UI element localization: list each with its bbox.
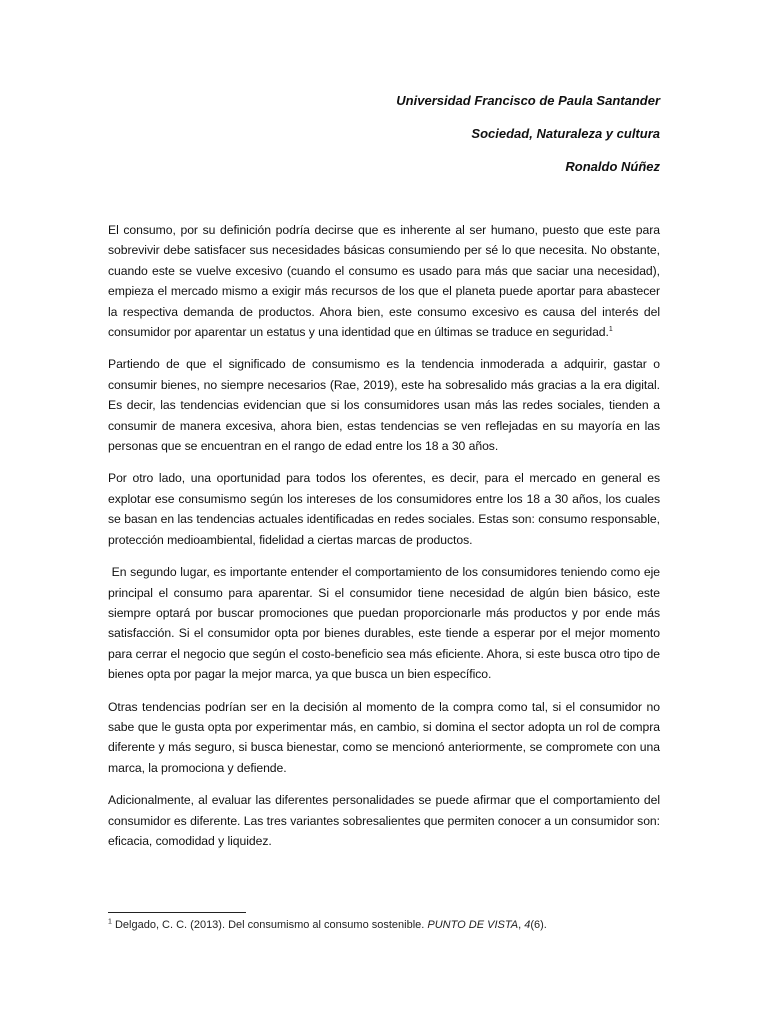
document-body — [108, 220, 660, 863]
document-header — [396, 91, 660, 190]
footnote-volume: 4 — [524, 919, 531, 931]
footnote-reference: 1 — [608, 325, 613, 333]
university-name: Universidad Francisco de Paula Santander — [396, 93, 660, 108]
paragraph-2: Partiendo de que el significado de consumismo es la tendencia inmoderada a adquirir, gastar o consumir bienes, no siempre necesarios (Rae, 2019), este ha sobresalido más gracias a la era digital. Es decir, las tendencias evidencian que si los consumidores usan más las redes sociales, tienden a consumir de manera excesiva, ahora bien, estas tendencias se ven reflejadas en su mayoría en las personas que se encuentran en el rango de edad entre los 18 a 30 años. — [108, 357, 660, 454]
footnote: $^1$ Delgado, C. C. (2013). Del consumismo al consumo sostenible. PUNTO DE VISTA, 4(6). — [108, 918, 547, 931]
course-name: Sociedad, Naturaleza y cultura — [471, 126, 660, 141]
footnote-divider — [108, 912, 246, 913]
footnote-marker: 1 — [108, 918, 112, 926]
paragraph-1 — [108, 220, 660, 342]
paragraph-1-text: El consumo, por su definición podría decirse que es inherente al ser humano, puesto que este para sobrevivir debe satisfacer sus necesidades básicas consumiendo per sé lo que necesita. No obstante, cuando este se vuelve excesivo (cuando el consumo es usado para más que saciar una necesidad), empieza el mercado mismo a exigir más recursos de los que el planeta puede aportar para abastecer la respectiva demanda de productos. Ahora bien, este consumo excesivo es causa del interés del consumidor por aparentar un estatus y una identidad que en últimas se traduce en seguridad. — [108, 223, 660, 340]
footnote-issue: (6). — [530, 919, 547, 931]
paragraph-5: Otras tendencias podrían ser en la decisión al momento de la compra como tal, si el consumidor no sabe que le gusta opta por experimentar más, en cambio, si domina el sector adopta un rol de compra diferente y más seguro, si busca bienestar, como se mencionó anteriormente, se compromete con una marca, la promociona y defiende. — [108, 699, 660, 775]
paragraph-4 — [108, 562, 660, 684]
paragraph-3: Por otro lado, una oportunidad para todos los oferentes, es decir, para el mercado en general es explotar ese consumismo según los intereses de los consumidores entre los 18 a 30 años, los cuales se basan en las tendencias actuales identificadas en redes sociales. Estas son: consumo responsable, protección medioambiental, fidelidad a ciertas marcas de productos. — [108, 471, 660, 547]
author-name: Ronaldo Núñez — [565, 159, 660, 174]
paragraph-4-text: En segundo lugar, es importante entender el comportamiento de los consumidores teniendo como eje principal el consumo para aparentar. Si el consumidor tiene necesidad de algún bien básico, este siempre optará por buscar promociones que puedan proporcionarle más productos y por ende más satisfacción. Si el consumidor opta por bienes durables, este tiende a esperar por el mejor momento para cerrar el negocio que según el costo-beneficio sea más eficiente. Ahora, si este busca otro tipo de bienes opta por pagar la mejor marca, ya que busca un bien específico. — [108, 565, 660, 682]
footnote-citation: Delgado, C. C. (2013). Del consumismo al consumo sostenible. — [114, 919, 425, 931]
footnote-journal: PUNTO DE VISTA — [427, 919, 519, 931]
paragraph-6: Adicionalmente, al evaluar las diferentes personalidades se puede afirmar que el comportamiento del consumidor es diferente. Las tres variantes sobresalientes que permiten conocer a un consumidor son: eficacia, comodidad y liquidez. — [108, 793, 660, 848]
